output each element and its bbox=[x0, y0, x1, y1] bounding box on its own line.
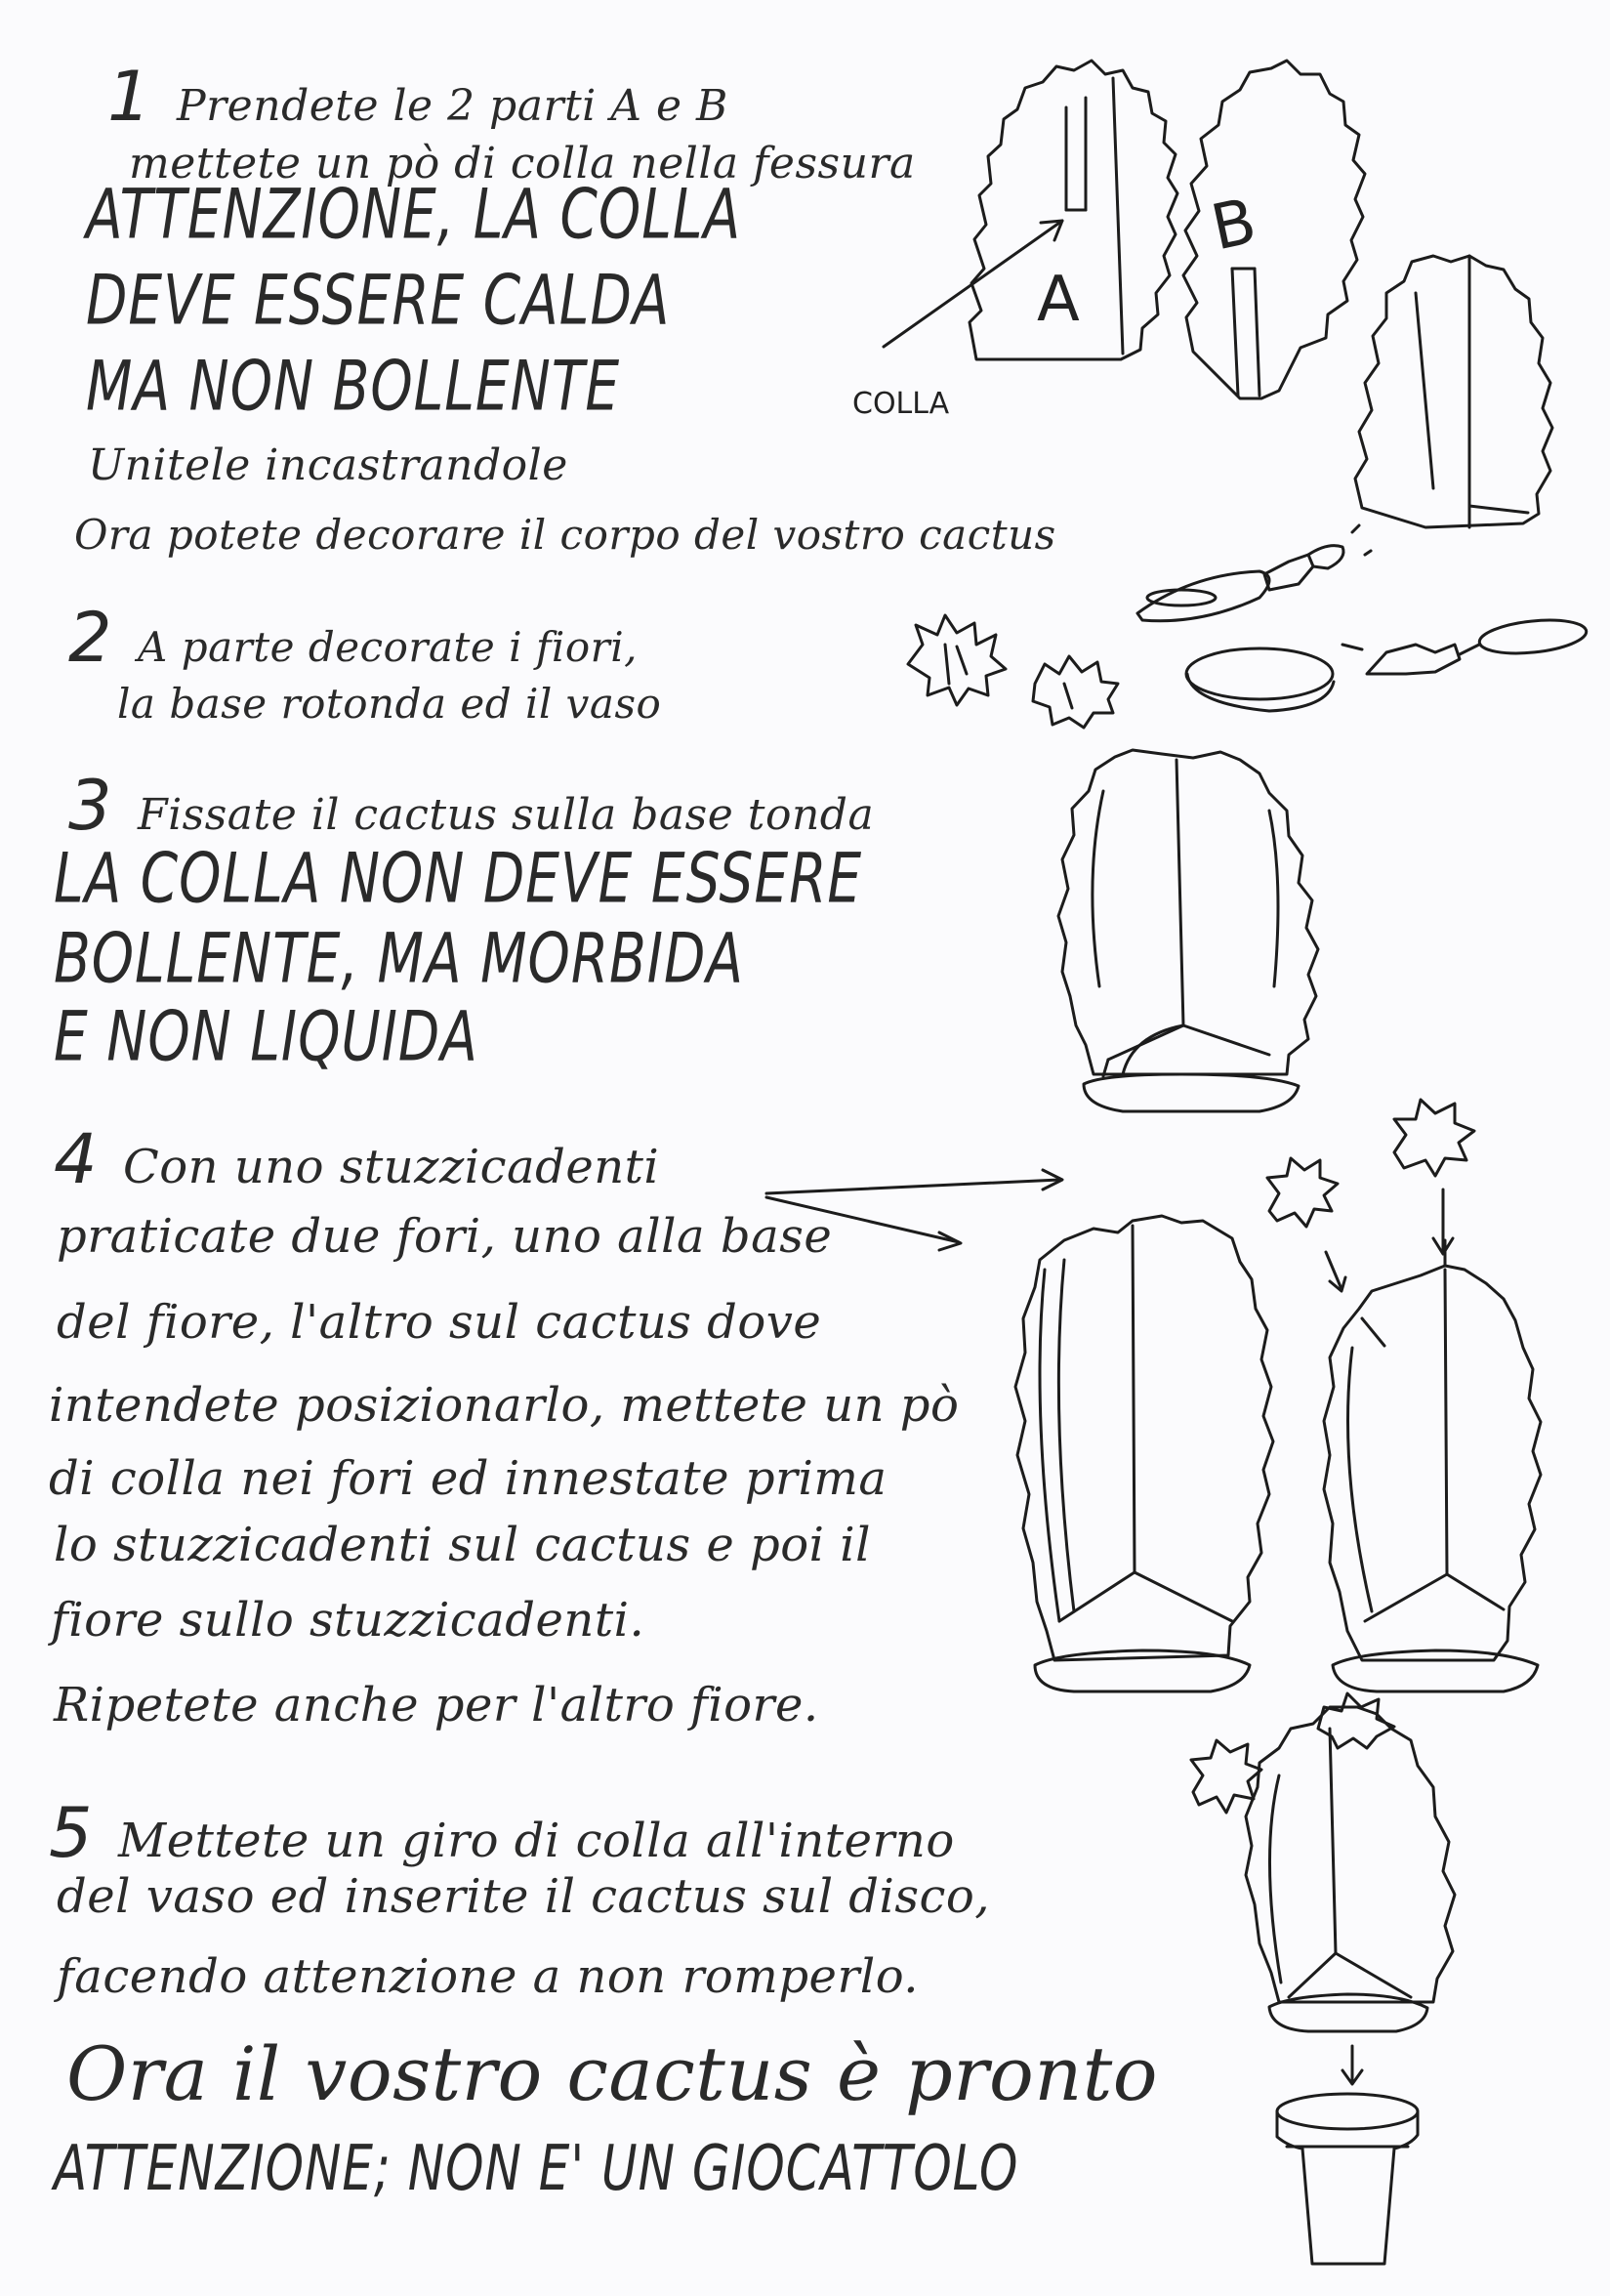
step3-heading bbox=[68, 766, 875, 846]
step3-warning3: E NON LIQUIDA bbox=[54, 996, 478, 1077]
step5-number: 5 bbox=[49, 1793, 94, 1873]
step3-number: 3 bbox=[68, 766, 113, 846]
step4-line2: praticate due fori, uno alla base bbox=[57, 1209, 833, 1264]
step1-warning3: MA NON BOLLENTE bbox=[86, 346, 621, 427]
part-a-label: A bbox=[1037, 264, 1080, 336]
cactus-part-b-drawing bbox=[1183, 61, 1365, 398]
decorated-flowers-drawing bbox=[908, 615, 1588, 728]
step1-heading bbox=[107, 57, 728, 137]
step4-line8: Ripetete anche per l'altro fiore. bbox=[54, 1678, 819, 1732]
step4-heading bbox=[54, 1119, 660, 1199]
step4-line6: lo stuzzicadenti sul cactus e poi il bbox=[54, 1518, 871, 1572]
step1-number: 1 bbox=[107, 57, 152, 137]
step2-number: 2 bbox=[68, 598, 113, 678]
step3-warning2: BOLLENTE, MA MORBIDA bbox=[54, 918, 744, 999]
step1-line4: Ora potete decorare il corpo del vostro cactus bbox=[74, 511, 1056, 559]
step5-line1: Mettete un giro di colla all'interno bbox=[118, 1814, 955, 1868]
step4-line1: Con uno stuzzicadenti bbox=[123, 1140, 660, 1194]
step1-warning2: DEVE ESSERE CALDA bbox=[86, 260, 671, 341]
step4-line5: di colla nei fori ed innestate prima bbox=[49, 1451, 888, 1506]
assembled-cactus-drawing bbox=[1137, 256, 1552, 621]
step5-line3: facendo attenzione a non romperlo. bbox=[57, 1949, 920, 2004]
cactus-on-base-drawing bbox=[1058, 750, 1318, 1111]
part-b-label: B bbox=[1205, 185, 1262, 266]
finale-heading: Ora il vostro cactus è pronto bbox=[66, 2030, 1159, 2117]
step2-heading bbox=[68, 598, 638, 678]
step2-line1: A parte decorate i fiori, bbox=[138, 623, 638, 671]
finished-cactus-drawing bbox=[1191, 1693, 1455, 2264]
cactus-part-a-drawing bbox=[884, 61, 1177, 359]
step4-line3: del fiore, l'altro sul cactus dove bbox=[57, 1295, 822, 1350]
step3-line1: Fissate il cactus sulla base tonda bbox=[138, 790, 875, 840]
step5-heading bbox=[49, 1793, 955, 1873]
step1-line1: Prendete le 2 parti A e B bbox=[177, 81, 728, 131]
toy-warning: ATTENZIONE; NON E' UN GIOCATTOLO bbox=[54, 2131, 1019, 2205]
step4-line4: intendete posizionarlo, mettete un pò bbox=[49, 1378, 960, 1433]
step1-line3: Unitele incastrandole bbox=[88, 440, 568, 490]
step4-line7: fiore sullo stuzzicadenti. bbox=[51, 1593, 645, 1648]
step5-line2: del vaso ed inserite il cactus sul disco, bbox=[57, 1869, 991, 1924]
step1-line2: mettete un pò di colla nella fessura bbox=[129, 139, 916, 188]
step3-warning1: LA COLLA NON DEVE ESSERE bbox=[54, 838, 863, 919]
step1-warning1: ATTENZIONE, LA COLLA bbox=[86, 174, 742, 255]
step4-number: 4 bbox=[54, 1119, 99, 1199]
colla-label: COLLA bbox=[852, 387, 950, 421]
step2-line2: la base rotonda ed il vaso bbox=[117, 680, 662, 728]
